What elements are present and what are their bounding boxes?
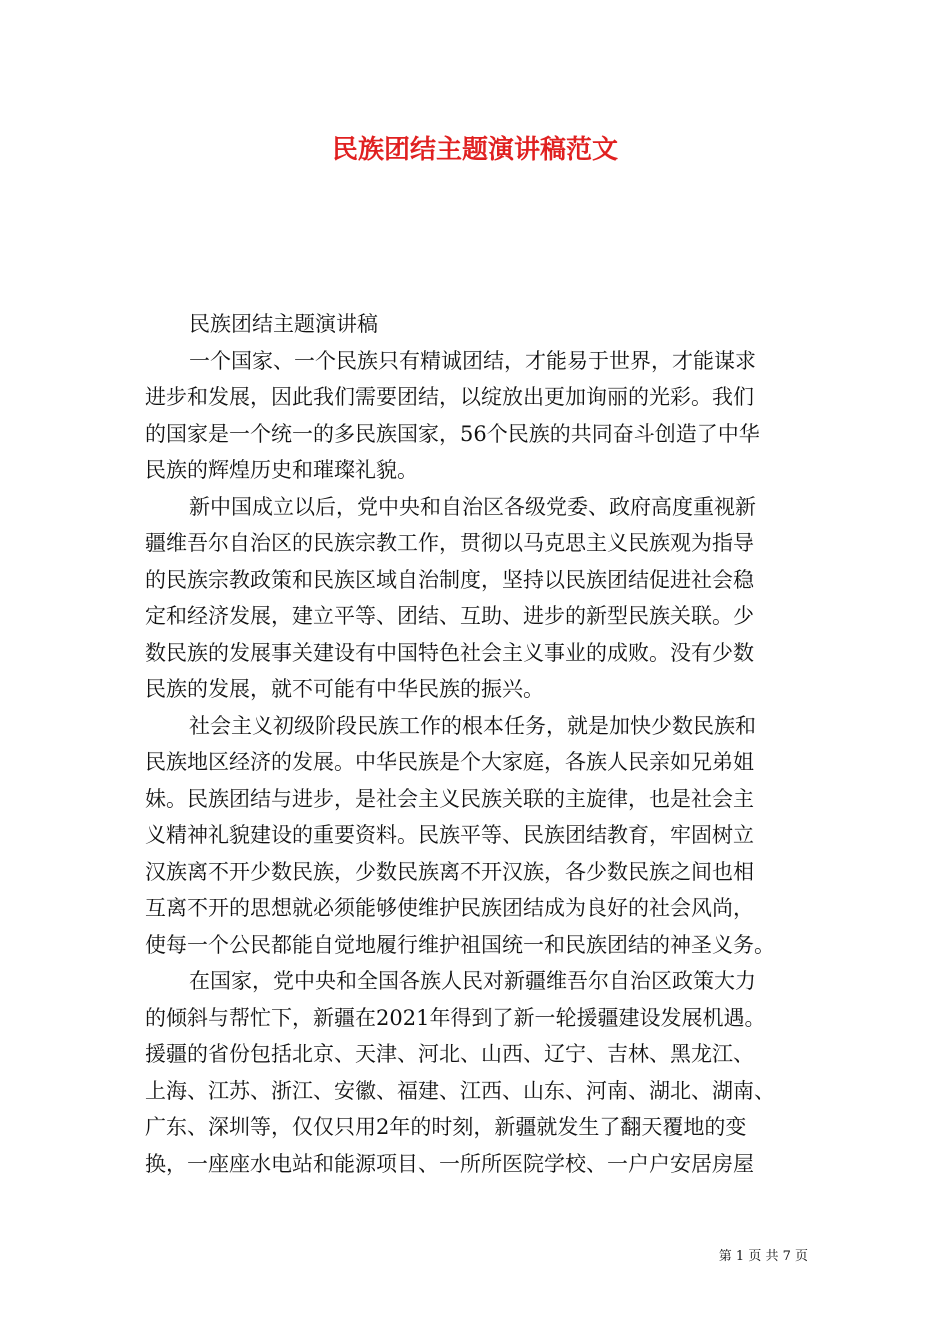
paragraph-line: 新中国成立以后，党中央和自治区各级党委、政府高度重视新	[189, 494, 756, 519]
paragraph-line: 数民族的发展事关建设有中国特色社会主义事业的成败。没有少数	[145, 640, 754, 665]
paragraph-line: 广东、深圳等，仅仅只用2年的时刻，新疆就发生了翻天覆地的变	[145, 1115, 747, 1139]
body-paragraph	[145, 343, 825, 489]
paragraph-line: 义精神礼貌建设的重要资料。民族平等、民族团结教育，牢固树立	[145, 823, 754, 847]
page-title: 民族团结主题演讲稿范文	[331, 135, 618, 165]
paragraph-line: 在国家，党中央和全国各族人民对新疆维吾尔自治区政策大力	[189, 969, 756, 993]
paragraph-line: 民族地区经济的发展。中华民族是个大家庭，各族人民亲如兄弟姐	[145, 750, 754, 774]
paragraph-line: 互离不开的思想就必须能够使维护民族团结成为良好的社会风尚，	[145, 896, 754, 920]
paragraph-line: 民族的发展，就不可能有中华民族的振兴。	[145, 677, 544, 701]
paragraph-line: 的国家是一个统一的多民族国家，56个民族的共同奋斗创造了中华	[145, 421, 760, 446]
paragraph-line: 汉族离不开少数民族，少数民族离不开汉族，各少数民族之间也相	[145, 859, 754, 884]
paragraph-list	[145, 343, 825, 1183]
speech-subtitle: 民族团结主题演讲稿	[189, 312, 378, 336]
body-paragraph	[145, 963, 825, 1182]
paragraph-line: 社会主义初级阶段民族工作的根本任务，就是加快少数民族和	[189, 713, 756, 738]
paragraph-line: 换，一座座水电站和能源项目、一所所医院学校、一户户安居房屋	[145, 1151, 754, 1176]
paragraph-line: 使每一个公民都能自觉地履行维护祖国统一和民族团结的神圣义务。	[145, 932, 775, 957]
paragraph-line: 民族的辉煌历史和璀璨礼貌。	[145, 458, 418, 482]
page-footer: 第 1 页 共 7 页	[718, 1249, 808, 1264]
document-body	[145, 306, 825, 1182]
paragraph-line: 的民族宗教政策和民族区域自治制度，坚持以民族团结促进社会稳	[145, 567, 754, 592]
paragraph-line: 进步和发展，因此我们需要团结，以绽放出更加询丽的光彩。我们	[145, 385, 754, 409]
paragraph-line: 援疆的省份包括北京、天津、河北、山西、辽宁、吉林、黑龙江、	[145, 1042, 754, 1066]
paragraph-line: 的倾斜与帮忙下，新疆在2021年得到了新一轮援疆建设发展机遇。	[145, 1005, 766, 1030]
paragraph-line: 一个国家、一个民族只有精诚团结，才能易于世界，才能谋求	[189, 348, 756, 373]
body-paragraph	[145, 708, 825, 964]
paragraph-line: 定和经济发展，建立平等、团结、互助、进步的新型民族关联。少	[145, 604, 754, 628]
paragraph-line: 妹。民族团结与进步，是社会主义民族关联的主旋律，也是社会主	[145, 786, 754, 811]
paragraph-line: 疆维吾尔自治区的民族宗教工作，贯彻以马克思主义民族观为指导	[145, 531, 754, 555]
body-paragraph	[145, 489, 825, 708]
paragraph-line: 上海、江苏、浙江、安徽、福建、江西、山东、河南、湖北、湖南、	[145, 1078, 775, 1103]
